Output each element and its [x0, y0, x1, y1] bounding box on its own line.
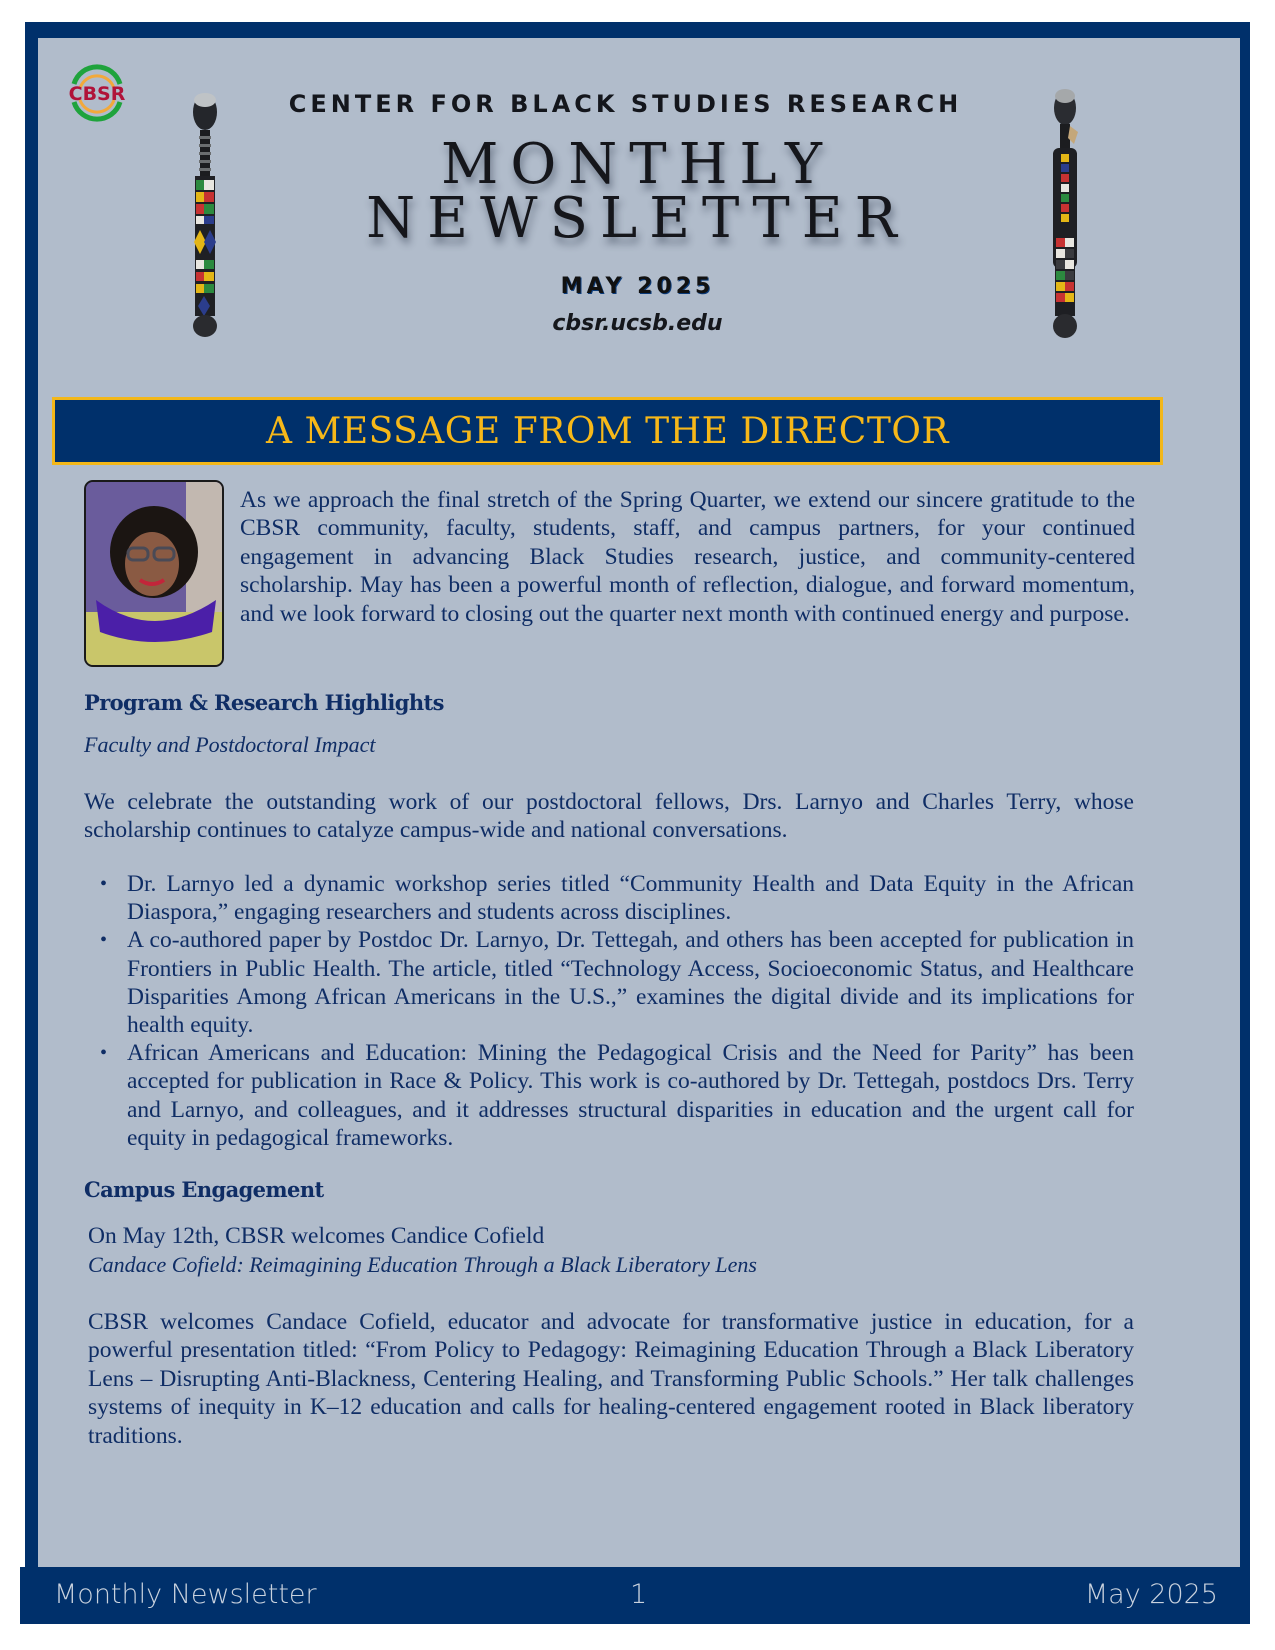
org-name: CENTER FOR BLACK STUDIES RESEARCH: [288, 90, 963, 118]
footer-issue-date: May 2025: [1084, 1579, 1218, 1610]
newsletter-title-line2: NEWSLETTER: [366, 186, 909, 251]
highlights-list: [84, 870, 1134, 1152]
event-title: Candace Cofield: Reimagining Education Through a Black Liberatory Lens: [88, 1252, 757, 1277]
highlights-heading: Program & Research Highlights: [84, 690, 444, 715]
footer-page-number: 1: [630, 1579, 648, 1610]
director-intro-paragraph: As we approach the final stretch of the Spring Quarter, we extend our sincere gratitude to the CBSR community, faculty, students, staff, and campus partners, for your continued engagement in advancing Black Studies research, justice, and community-centered scholarship. May has been a powerful month of reflection, dialogue, and forward momentum, and we look forward to closing out the quarter next month with continued energy and purpose.: [240, 487, 1135, 627]
newsletter-title-line1: MONTHLY: [440, 132, 834, 197]
list-item: • African Americans and Education: Mining the Pedagogical Crisis and the Need for Parity” has been accepted for publication in Race & Policy. This work is co-authored by Dr. Tettegah, postdocs Drs. Terry and Larnyo, and colleagues, and it addresses structural disparities in education and the urgent call for equity in pedagogical frameworks.: [84, 1039, 1134, 1152]
section-title: A MESSAGE FROM THE DIRECTOR: [266, 410, 949, 452]
list-item: • Dr. Larnyo led a dynamic workshop series titled “Community Health and Data Equity in the African Diaspora,” engaging researchers and students across disciplines.: [84, 870, 1134, 926]
event-description: CBSR welcomes Candace Cofield, educator and advocate for transformative justice in education, for a powerful presentation titled: “From Policy to Pedagogy: Reimagining Education Through a Black Liberatory Lens – Disrupting Anti-Blackness, Centering Healing, and Transforming Public Schools.” Her talk challenges systems of inequity in K–12 education and calls for healing-centered engagement rooted in Black liberatory traditions.: [88, 1309, 1134, 1449]
highlights-subheading: Faculty and Postdoctoral Impact: [84, 732, 376, 757]
list-item: • A co-authored paper by Postdoc Dr. Larnyo, Dr. Tettegah, and others has been accepted for publication in Frontiers in Public Health. The article, titled “Technology Access, Socioeconomic Status, and Healthcare Disparities Among African Americans in the U.S.,” examines the digital divide and its implications for health equity.: [84, 926, 1134, 1039]
page-footer: [20, 1567, 1250, 1624]
highlights-lead-paragraph: We celebrate the outstanding work of our postdoctoral fellows, Drs. Larnyo and Charles Terry, whose scholarship continues to catalyze campus-wide and national conversations.: [84, 789, 1134, 844]
website-link[interactable]: cbsr.ucsb.edu: [552, 311, 723, 336]
issue-date: MAY 2025: [560, 274, 715, 299]
event-announcement: On May 12th, CBSR welcomes Candice Cofield: [88, 1223, 545, 1249]
campus-engagement-heading: Campus Engagement: [84, 1177, 324, 1202]
footer-publication-name: Monthly Newsletter: [54, 1579, 317, 1610]
director-message-banner: [52, 397, 1163, 465]
director-photo: [84, 480, 224, 667]
svg-text:CBSR: CBSR: [68, 83, 126, 105]
